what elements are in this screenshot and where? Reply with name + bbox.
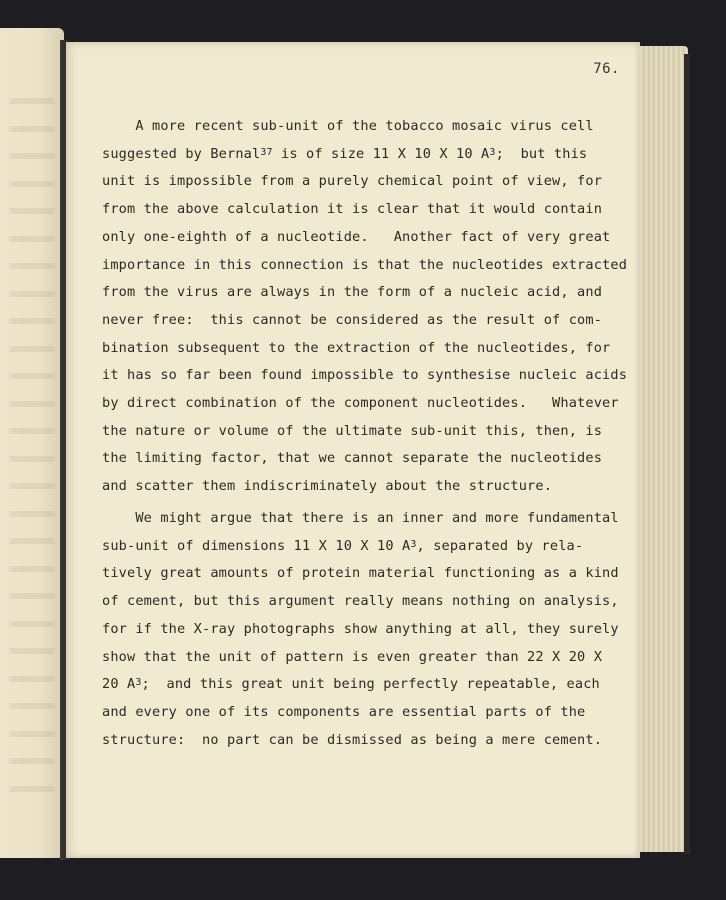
bleed-through-mark	[0, 621, 64, 627]
text-segment: for if the X-ray photographs show anything at all, they surely	[102, 620, 619, 637]
text-line	[102, 229, 610, 245]
text-line	[102, 704, 585, 720]
text-line	[102, 565, 619, 581]
bleed-through-mark	[0, 291, 64, 297]
text-line	[102, 732, 602, 748]
text-segment: only one-eighth of a nucleotide. Another fact of very great	[102, 228, 611, 245]
text-line	[102, 257, 627, 273]
text-segment: tively great amounts of protein material functioning as a kind	[102, 565, 619, 582]
text-line	[102, 676, 600, 692]
text-line	[102, 284, 602, 300]
text-segment: the limiting factor, that we cannot separate the nucleotides	[102, 450, 603, 467]
bleed-through-mark	[0, 318, 64, 324]
bleed-through-mark	[0, 373, 64, 379]
text-segment: We might argue that there is an inner and more fundamental	[102, 510, 619, 526]
superscript: 3	[489, 146, 496, 158]
bleed-through-mark	[0, 483, 64, 489]
text-line	[102, 538, 583, 554]
text-segment: it has so far been found impossible to synthesise nucleic acids	[102, 367, 628, 384]
bleed-through-mark	[0, 401, 64, 407]
text-segment: 20 A	[102, 676, 136, 693]
text-segment: sub-unit of dimensions 11 X 10 X 10 A	[102, 537, 411, 554]
bleed-through-mark	[0, 648, 64, 654]
text-segment: ; but this	[495, 145, 588, 162]
text-line	[102, 201, 602, 217]
bleed-through-mark	[0, 181, 64, 187]
text-segment: by direct combination of the component nucleotides. Whatever	[102, 395, 619, 411]
text-line	[102, 118, 594, 134]
text-segment: show that the unit of pattern is even greater than 22 X 20 X	[102, 648, 603, 665]
text-segment: importance in this connection is that the nucleotides extracted	[102, 256, 628, 273]
text-segment: is of size 11 X 10 X 10 A	[272, 145, 490, 162]
superscript: 3	[410, 538, 417, 550]
text-line	[102, 340, 610, 356]
text-line	[102, 173, 602, 189]
text-segment: structure: no part can be dismissed as being a mere cement.	[102, 731, 603, 748]
text-line	[102, 621, 619, 637]
text-segment: suggested by Bernal	[102, 145, 261, 162]
text-segment: never free: this cannot be considered as the result of com-	[102, 311, 603, 328]
bleed-through-mark	[0, 236, 64, 242]
text-segment: ; and this great unit being perfectly repeatable, each	[141, 676, 600, 693]
text-segment: from the virus are always in the form of a nucleic acid, and	[102, 284, 603, 301]
page-number: 76.	[593, 61, 620, 77]
superscript: 3	[135, 677, 142, 689]
bleed-through-mark	[0, 703, 64, 709]
text-segment: the nature or volume of the ultimate sub-unit this, then, is	[102, 422, 603, 439]
bleed-through-mark	[0, 346, 64, 352]
text-segment: A more recent sub-unit of the tobacco mosaic virus cell	[102, 118, 594, 134]
bleed-through-mark	[0, 676, 64, 682]
bleed-through-mark	[0, 126, 64, 132]
text-segment: , separated by rela-	[416, 537, 584, 554]
bleed-through-mark	[0, 456, 64, 462]
text-segment: and scatter them indiscriminately about the structure.	[102, 478, 553, 495]
text-segment: unit is impossible from a purely chemical point of view, for	[102, 173, 603, 190]
facing-page	[0, 28, 64, 858]
document-page	[66, 42, 640, 858]
bleed-through-mark	[0, 538, 64, 544]
bleed-through-mark	[0, 731, 64, 737]
text-segment: of cement, but this argument really means nothing on analysis,	[102, 593, 619, 610]
text-line	[102, 395, 619, 411]
text-line	[102, 450, 602, 466]
text-segment: from the above calculation it is clear that it would contain	[102, 201, 603, 218]
bleed-through-mark	[0, 428, 64, 434]
bleed-through-mark	[0, 593, 64, 599]
text-segment: bination subsequent to the extraction of the nucleotides, for	[102, 339, 611, 356]
text-line	[102, 367, 627, 383]
bleed-through-mark	[0, 758, 64, 764]
bleed-through-mark	[0, 786, 64, 792]
superscript: 37	[260, 146, 273, 158]
bleed-through-mark	[0, 566, 64, 572]
text-line	[102, 649, 602, 665]
text-line	[102, 510, 619, 526]
text-line	[102, 423, 602, 439]
text-line	[102, 478, 552, 494]
bleed-through-mark	[0, 263, 64, 269]
bleed-through-mark	[0, 511, 64, 517]
bleed-through-mark	[0, 208, 64, 214]
book-cover-edge	[684, 54, 690, 854]
bleed-through-mark	[0, 153, 64, 159]
text-segment: and every one of its components are essential parts of the	[102, 703, 586, 720]
text-line	[102, 593, 619, 609]
bleed-through-mark	[0, 98, 64, 104]
text-line	[102, 146, 587, 162]
text-line	[102, 312, 602, 328]
